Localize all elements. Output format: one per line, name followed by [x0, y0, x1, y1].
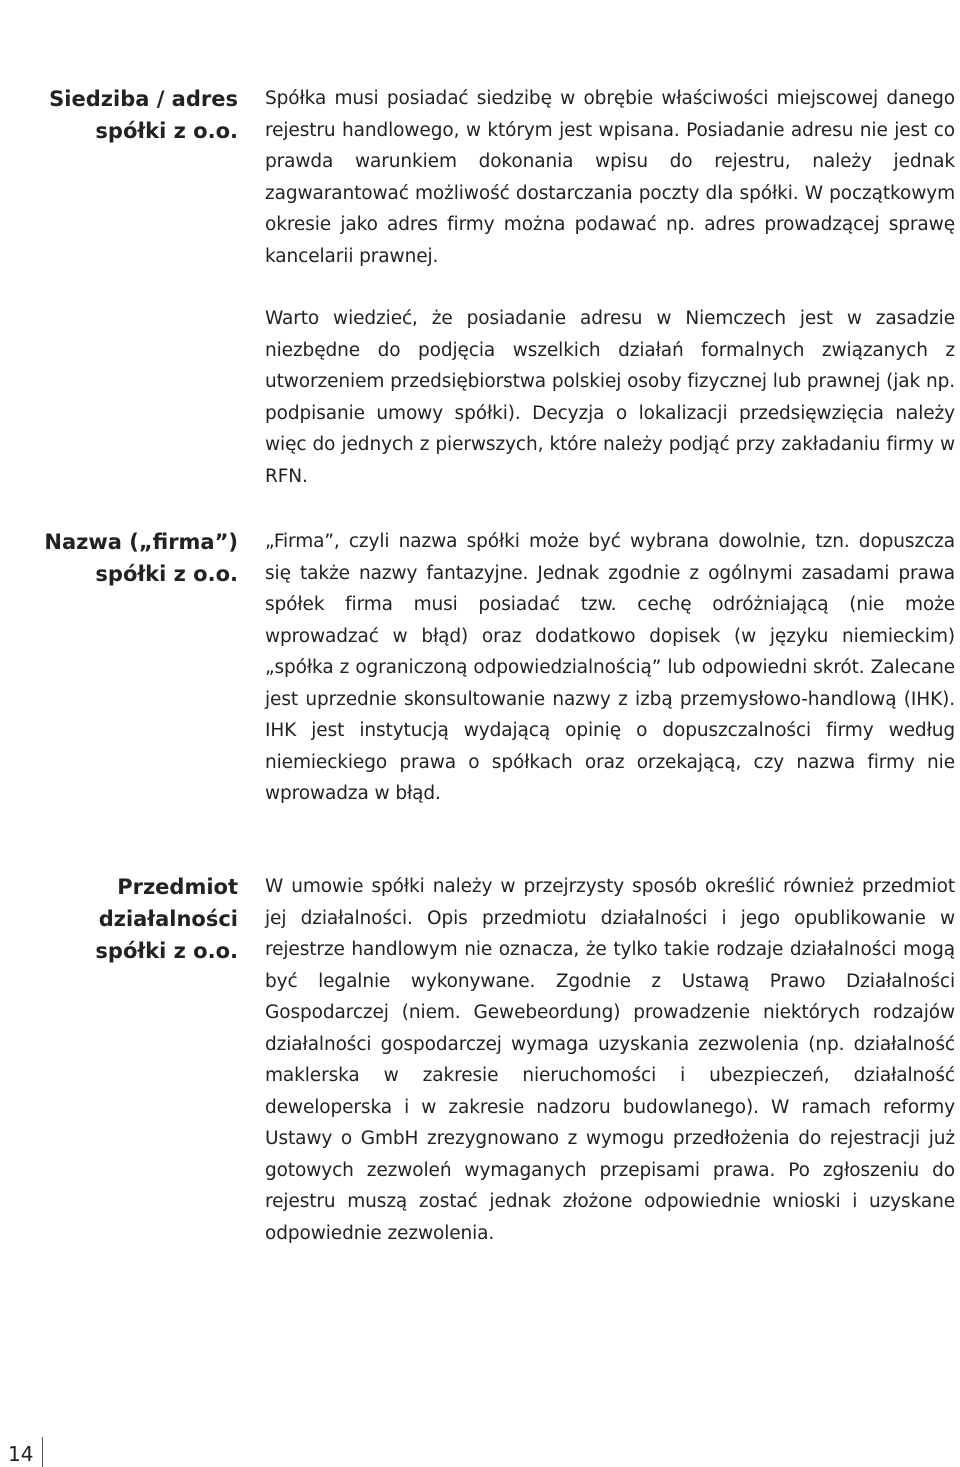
paragraph: Spółka musi posiadać siedzibę w obrębie właściwości miejscowej danego rejestru handlowego, w którym jest wpisana. Posiadanie adresu nie jest co prawda warunkiem dokonania wpisu do rejestru, należy jednak zagwarantować możliwość dostarczania poczty dla spółki. W początkowym okresie jako adres firmy można podawać np. adres prowadzącej sprawę kancelarii prawnej.	[265, 88, 955, 267]
section-body	[265, 871, 955, 1249]
section-heading-line: działalności	[98, 907, 238, 931]
page-number: 14	[8, 1442, 34, 1466]
paragraph: Warto wiedzieć, że posiadanie adresu w Niemczech jest w zasadzie niezbędne do podjęcia wszelkich działań formalnych związanych z utworzeniem przedsiębiorstwa polskiej osoby fizycznej lub prawnej (jak np. podpisanie umowy spółki). Decyzja o lokalizacji przedsięwzięcia należy więc do jednych z pierwszych, które należy podjąć przy zakładaniu firmy w RFN.	[265, 308, 955, 487]
section-heading-line: spółki z o.o.	[95, 119, 238, 143]
page-margin-rule	[42, 1437, 43, 1467]
section-body	[265, 526, 955, 810]
section-heading	[40, 526, 238, 590]
section-heading-line: spółki z o.o.	[95, 939, 238, 963]
section-heading	[40, 83, 238, 147]
section-heading-line: Przedmiot	[117, 875, 238, 899]
paragraph: „Firma”, czyli nazwa spółki może być wybrana dowolnie, tzn. dopuszcza się także nazwy fantazyjne. Jednak zgodnie z ogólnymi zasadami prawa spółek firma musi posiadać tzw. cechę odróżniającą (nie może wprowadzać w błąd) oraz dodatkowo dopisek (w języku niemieckim) „spółka z ograniczoną odpowiedzialnością” lub odpowiedni skrót. Zalecane jest uprzednie skonsultowanie nazwy z izbą przemysłowo-handlową (IHK). IHK jest instytucją wydającą opinię o dopuszczalności firmy według niemieckiego prawa o spółkach oraz orzekającą, czy nazwa firmy nie wprowadza w błąd.	[265, 531, 955, 804]
section-heading	[40, 871, 238, 967]
section-heading-line: Siedziba / adres	[49, 87, 238, 111]
section-body	[265, 83, 955, 492]
paragraph: W umowie spółki należy w przejrzysty sposób określić również przedmiot jej działalności. Opis przedmiotu działalności i jego opublikowanie w rejestrze handlowym nie oznacza, że tylko takie rodzaje działalności mogą być legalnie wykonywane. Zgodnie z Ustawą Prawo Działalności Gospodarczej (niem. Gewebeordung) prowadzenie niektórych rodzajów działalności gospodarczej wymaga uzyskania zezwolenia (np. działalność maklerska w zakresie nieruchomości i ubezpieczeń, działalność deweloperska i w zakresie nadzoru budowlanego). W ramach reformy Ustawy o GmbH zrezygnowano z wymogu przedłożenia do rejestracji już gotowych zezwoleń wymaganych przepisami prawa. Po zgłoszeniu do rejestru muszą zostać jednak złożone odpowiednie wnioski i uzyskane odpowiednie zezwolenia.	[265, 876, 955, 1244]
section-heading-line: spółki z o.o.	[95, 562, 238, 586]
section-heading-line: Nazwa („firma”)	[44, 530, 238, 554]
